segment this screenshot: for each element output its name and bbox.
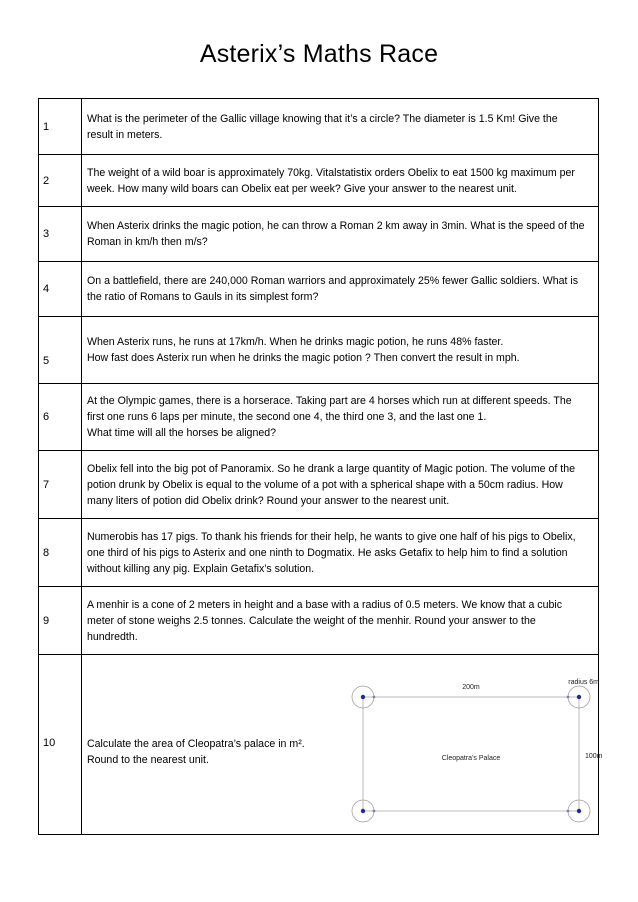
question-row xyxy=(39,262,599,317)
question-line: When Asterix runs, he runs at 17km/h. When he drinks magic potion, he runs 48% faster. xyxy=(87,336,504,348)
question-line: The weight of a wild boar is approximately 70kg. Vitalstatistix orders Obelix to eat 1500 kg maximum per xyxy=(87,166,575,179)
question-number: 1 xyxy=(39,99,82,155)
question-line: Round to the nearest unit. xyxy=(87,753,209,766)
question-row xyxy=(39,519,599,587)
question-text xyxy=(82,655,603,835)
question-number: 7 xyxy=(39,451,82,519)
radius-point xyxy=(567,696,570,699)
question-number: 4 xyxy=(39,262,82,317)
question-text xyxy=(82,587,599,655)
question-line: the ratio of Romans to Gauls in its simplest form? xyxy=(87,291,319,303)
question-text xyxy=(82,519,599,587)
question-line: At the Olympic games, there is a horserace. Taking part are 4 horses which run at different speeds. The xyxy=(87,395,572,407)
question-line: without killing any pig. Explain Getafix’s solution. xyxy=(87,562,315,575)
question-line: What time will all the horses be aligned? xyxy=(87,427,277,439)
palace-diagram-svg xyxy=(337,669,607,834)
question-line: On a battlefield, there are 240,000 Roman warriors and approximately 25% fewer Gallic soldiers. What is xyxy=(87,275,579,287)
question-line: week. How many wild boars can Obelix eat per week? Give your answer to the nearest unit. xyxy=(87,182,517,195)
question-line: A menhir is a cone of 2 meters in height and a base with a radius of 0.5 meters. We know that a cubic xyxy=(87,598,563,611)
question-text xyxy=(82,207,599,262)
radius-label: radius 6m xyxy=(568,679,599,686)
question-row xyxy=(39,384,599,451)
corner-point-top-right xyxy=(577,695,581,699)
questions-table xyxy=(38,98,603,835)
question-number: 6 xyxy=(39,384,82,451)
question-row xyxy=(39,207,599,262)
corner-point-top-left xyxy=(361,695,365,699)
question-number: 3 xyxy=(39,207,82,262)
palace-diagram xyxy=(337,669,607,834)
corner-point-bottom-left xyxy=(361,809,365,813)
question-text xyxy=(82,155,599,207)
question-text xyxy=(82,317,599,384)
question-line: hundredth. xyxy=(87,630,138,643)
question-line: Numerobis has 17 pigs. To thank his friends for their help, he wants to give one half of his pigs to Obelix, xyxy=(87,530,576,543)
question-line: potion drunk by Obelix is equal to the volume of a pot with a spherical shape with a 50cm radius. How xyxy=(87,478,563,491)
question-row xyxy=(39,587,599,655)
question-text xyxy=(82,384,599,451)
question-line: What is the perimeter of the Gallic village knowing that it’s a circle? The diameter is 1.5 Km! Give the xyxy=(87,112,558,125)
question-text xyxy=(82,99,599,155)
question-row xyxy=(39,451,599,519)
radius-point xyxy=(567,810,570,813)
question-line: How fast does Asterix run when he drinks the magic potion ? Then convert the result in mph. xyxy=(87,352,520,364)
question-text xyxy=(82,262,599,317)
question-number: 10 xyxy=(39,655,82,835)
question-text xyxy=(82,451,599,519)
question-number: 8 xyxy=(39,519,82,587)
question-line: one third of his pigs to Asterix and one ninth to Dogmatix. He asks Getafix to help him to find a solution xyxy=(87,546,568,559)
length-label: 200m xyxy=(462,684,480,691)
palace-outline xyxy=(363,697,579,811)
radius-point xyxy=(373,696,376,699)
question-number: 9 xyxy=(39,587,82,655)
corner-point-bottom-right xyxy=(577,809,581,813)
question-line: result in meters. xyxy=(87,128,163,141)
question-line: Calculate the area of Cleopatra’s palace in m². xyxy=(87,737,305,750)
question-number: 5 xyxy=(39,317,82,384)
question-line: Roman in km/h then m/s? xyxy=(87,236,208,248)
question-line: meter of stone weighs 2.5 tonnes. Calculate the weight of the menhir. Round your answer to the xyxy=(87,614,536,627)
question-line: When Asterix drinks the magic potion, he can throw a Roman 2 km away in 3min. What is the speed of the xyxy=(87,220,585,232)
width-label: 100m xyxy=(585,753,603,760)
radius-point xyxy=(373,810,376,813)
question-row xyxy=(39,317,599,384)
question-row xyxy=(39,99,599,155)
question-line: first one runs 6 laps per minute, the second one 4, the third one 3, and the last one 1. xyxy=(87,411,487,423)
question-number: 2 xyxy=(39,155,82,207)
question-row xyxy=(39,155,599,207)
page-title: Asterix’s Maths Race xyxy=(199,40,439,68)
question-line: Obelix fell into the big pot of Panoramix. So he drank a large quantity of Magic potion. The volume of the xyxy=(87,462,575,475)
question-line: many liters of potion did Obelix drink? Round your answer to the nearest unit. xyxy=(87,494,450,507)
question-row xyxy=(39,655,599,835)
palace-label: Cleopatra's Palace xyxy=(441,755,501,762)
